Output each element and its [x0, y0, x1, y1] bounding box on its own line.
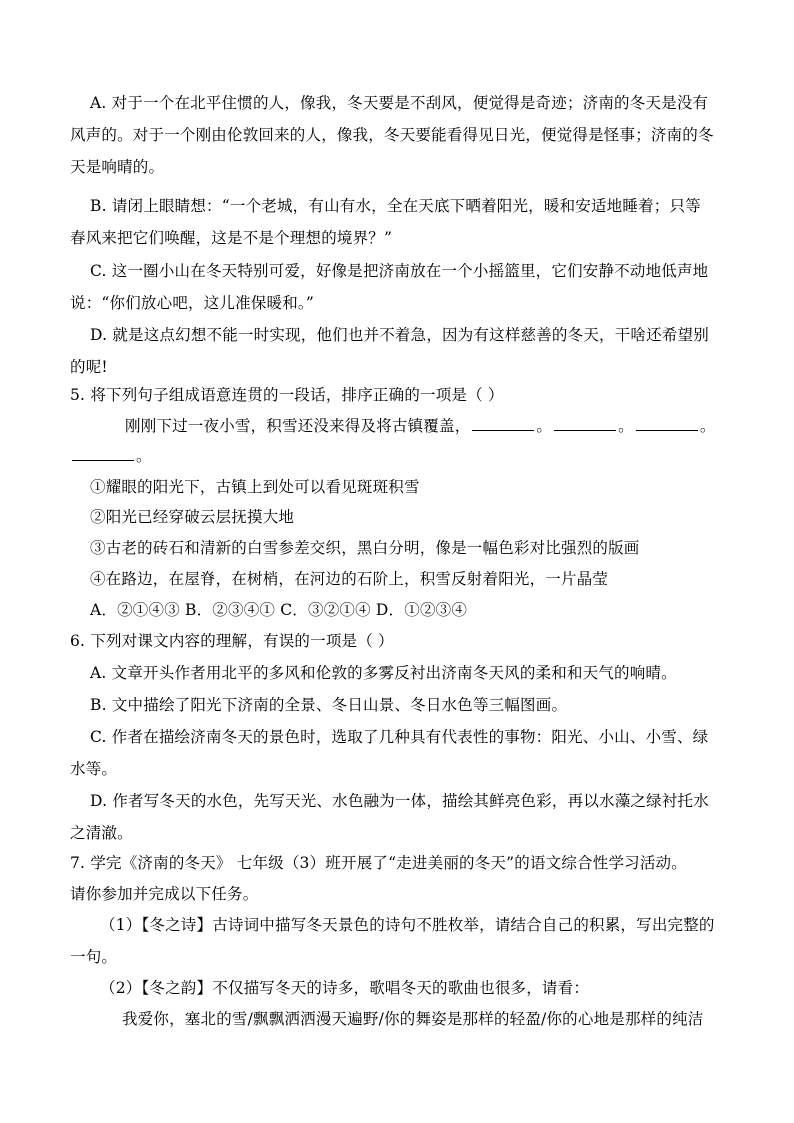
q6-option-b: B. 文中描绘了阳光下济南的全景、冬日山景、冬日水色等三幅图画。	[90, 696, 568, 714]
q6-option-c-line2: 水等。	[70, 760, 118, 778]
q7-task1-line1: （1）【冬之诗】古诗词中描写冬天景色的诗句不胜枚举，请结合自己的积累，写出完整的	[100, 916, 715, 934]
q5-item-2: ②阳光已经穿破云层抚摸大地	[90, 508, 295, 526]
answer-blank-4[interactable]	[72, 446, 134, 461]
q7-task2-line1: （2）【冬之韵】不仅描写冬天的诗多，歌唱冬天的歌曲也很多，请看：	[100, 979, 590, 997]
q6-stem: 6. 下列对课文内容的理解，有误的一项是（ ）	[70, 632, 394, 650]
q4-option-c-line2: 说：“你们放心吧，这儿准保暖和。”	[70, 294, 314, 312]
q4-option-c-line1: C. 这一圈小山在冬天特别可爱，好像是把济南放在一个小摇篮里，它们安静不动地低声地	[90, 262, 709, 280]
q4-option-a-line1: A. 对于一个在北平住惯的人，像我，冬天要是不刮风，便觉得是奇迹；济南的冬天是没有	[90, 94, 709, 112]
answer-blank-1[interactable]	[472, 416, 534, 431]
q5-item-3: ③古老的砖石和清新的白雪参差交织，黑白分明，像是一幅色彩对比强烈的版画	[90, 539, 640, 557]
q5-passage: 刚刚下过一夜小雪，积雪还没来得及将古镇覆盖， 。 。 。	[125, 417, 716, 435]
q4-option-a-line2: 风声的。对于一个刚由伦敦回来的人，像我，冬天要能看得见日光，便觉得是怪事；济南的冬	[70, 126, 714, 144]
q4-option-d-line2: 的呢!	[70, 358, 108, 376]
answer-blank-2[interactable]	[554, 416, 616, 431]
q7-stem-line2: 请你参加并完成以下任务。	[70, 885, 259, 903]
q7-task1-line2: 一句。	[70, 948, 118, 966]
q7-stem-line1: 7. 学完《济南的冬天》 七年级（3）班开展了“走进美丽的冬天”的语文综合性学习活动。	[70, 854, 687, 872]
q6-option-d-line2: 之清澈。	[70, 824, 133, 842]
q5-item-4: ④在路边，在屋脊，在树梢，在河边的石阶上，积雪反射着阳光，一片晶莹	[90, 570, 609, 588]
q4-option-b-line1: B. 请闭上眼睛想：“一个老城，有山有水，全在天底下晒着阳光，暖和安适地睡着；只等	[90, 197, 701, 215]
q5-choices: A．②①④③ B．②③④① C．③②①④ D．①②③④	[90, 601, 468, 619]
q5-passage-end: 。	[70, 446, 152, 466]
q4-option-d-line1: D. 就是这点幻想不能一时实现，他们也并不着急，因为有这样慈善的冬天，干啥还希望别	[90, 326, 709, 344]
answer-blank-3[interactable]	[636, 416, 698, 431]
q4-option-b-line2: 春风来把它们唤醒，这是不是个理想的境界？”	[70, 229, 393, 247]
q5-stem: 5. 将下列句子组成语意连贯的一段话，排序正确的一项是（ ）	[70, 386, 504, 404]
q7-song-lyrics: 我爱你，塞北的雪/飘飘洒洒漫天遍野/你的舞姿是那样的轻盈/你的心地是那样的纯洁	[122, 1010, 704, 1028]
q6-option-c-line1: C. 作者在描绘济南冬天的景色时，选取了几种具有代表性的事物：阳光、小山、小雪、绿	[90, 728, 709, 746]
q6-option-d-line1: D. 作者写冬天的水色，先写天光、水色融为一体，描绘其鲜亮色彩，再以水藻之绿衬托水	[90, 792, 709, 810]
q5-item-1: ①耀眼的阳光下，古镇上到处可以看见斑斑积雪	[90, 478, 420, 496]
q6-option-a: A. 文章开头作者用北平的多风和伦敦的多雾反衬出济南冬天风的柔和和天气的响晴。	[90, 664, 677, 682]
q4-option-a-line3: 天是响晴的。	[70, 158, 165, 176]
q5-passage-start: 刚刚下过一夜小雪，积雪还没来得及将古镇覆盖，	[125, 417, 471, 435]
